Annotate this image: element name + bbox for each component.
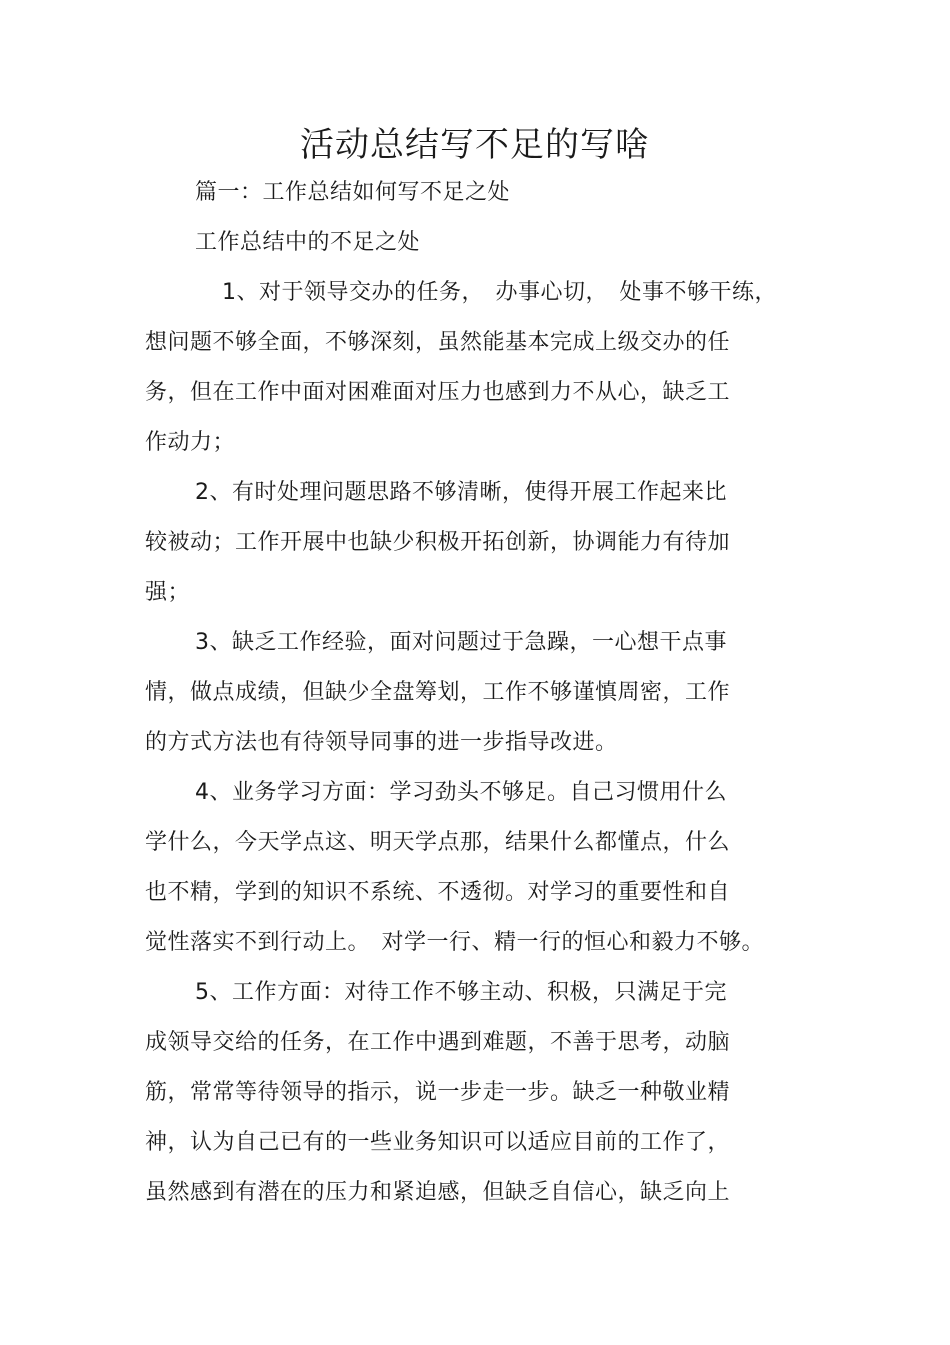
paragraph-line: 5、工作方面：对待工作不够主动、积极，只满足于完: [195, 980, 727, 1005]
paragraph-line: 作动力；: [145, 430, 236, 455]
paragraph-line: 学什么，今天学点这、明天学点那，结果什么都懂点，什么: [145, 830, 731, 855]
paragraph-line: 想问题不够全面，不够深刻，虽然能基本完成上级交办的任: [145, 330, 731, 355]
paragraph-line: 成领导交给的任务，在工作中遇到难题，不善于思考，动脑: [145, 1030, 731, 1055]
paragraph-line: 也不精，学到的知识不系统、不透彻。对学习的重要性和自: [145, 880, 731, 905]
subheading: 工作总结中的不足之处: [195, 230, 421, 255]
paragraph-line: 3、缺乏工作经验，面对问题过于急躁，一心想干点事: [195, 630, 727, 655]
paragraph-line: 筋，常常等待领导的指示，说一步走一步。缺乏一种敬业精: [145, 1080, 731, 1105]
paragraph-line: 1、对于领导交办的任务， 办事心切， 处事不够干练，: [222, 280, 777, 305]
paragraph-line: 的方式方法也有待领导同事的进一步指导改进。: [145, 730, 618, 755]
paragraph-line: 神，认为自己已有的一些业务知识可以适应目前的工作了，: [145, 1130, 731, 1155]
paragraph-line: 较被动；工作开展中也缺少积极开拓创新，协调能力有待加: [145, 530, 731, 555]
paragraph-line: 强；: [145, 580, 191, 605]
paragraph-line: 务，但在工作中面对困难面对压力也感到力不从心，缺乏工: [145, 380, 731, 405]
paragraph-line: 情，做点成绩，但缺少全盘筹划，工作不够谨慎周密，工作: [145, 680, 731, 705]
paragraph-line: 觉性落实不到行动上。 对学一行、精一行的恒心和毅力不够。: [145, 930, 765, 955]
paragraph-line: 虽然感到有潜在的压力和紧迫感，但缺乏自信心，缺乏向上: [145, 1180, 731, 1205]
paragraph-line: 2、有时处理问题思路不够清晰，使得开展工作起来比: [195, 480, 727, 505]
document-title: 活动总结写不足的写啥: [300, 125, 650, 165]
section-heading: 篇一：工作总结如何写不足之处: [195, 180, 511, 205]
paragraph-line: 4、业务学习方面：学习劲头不够足。自己习惯用什么: [195, 780, 727, 805]
